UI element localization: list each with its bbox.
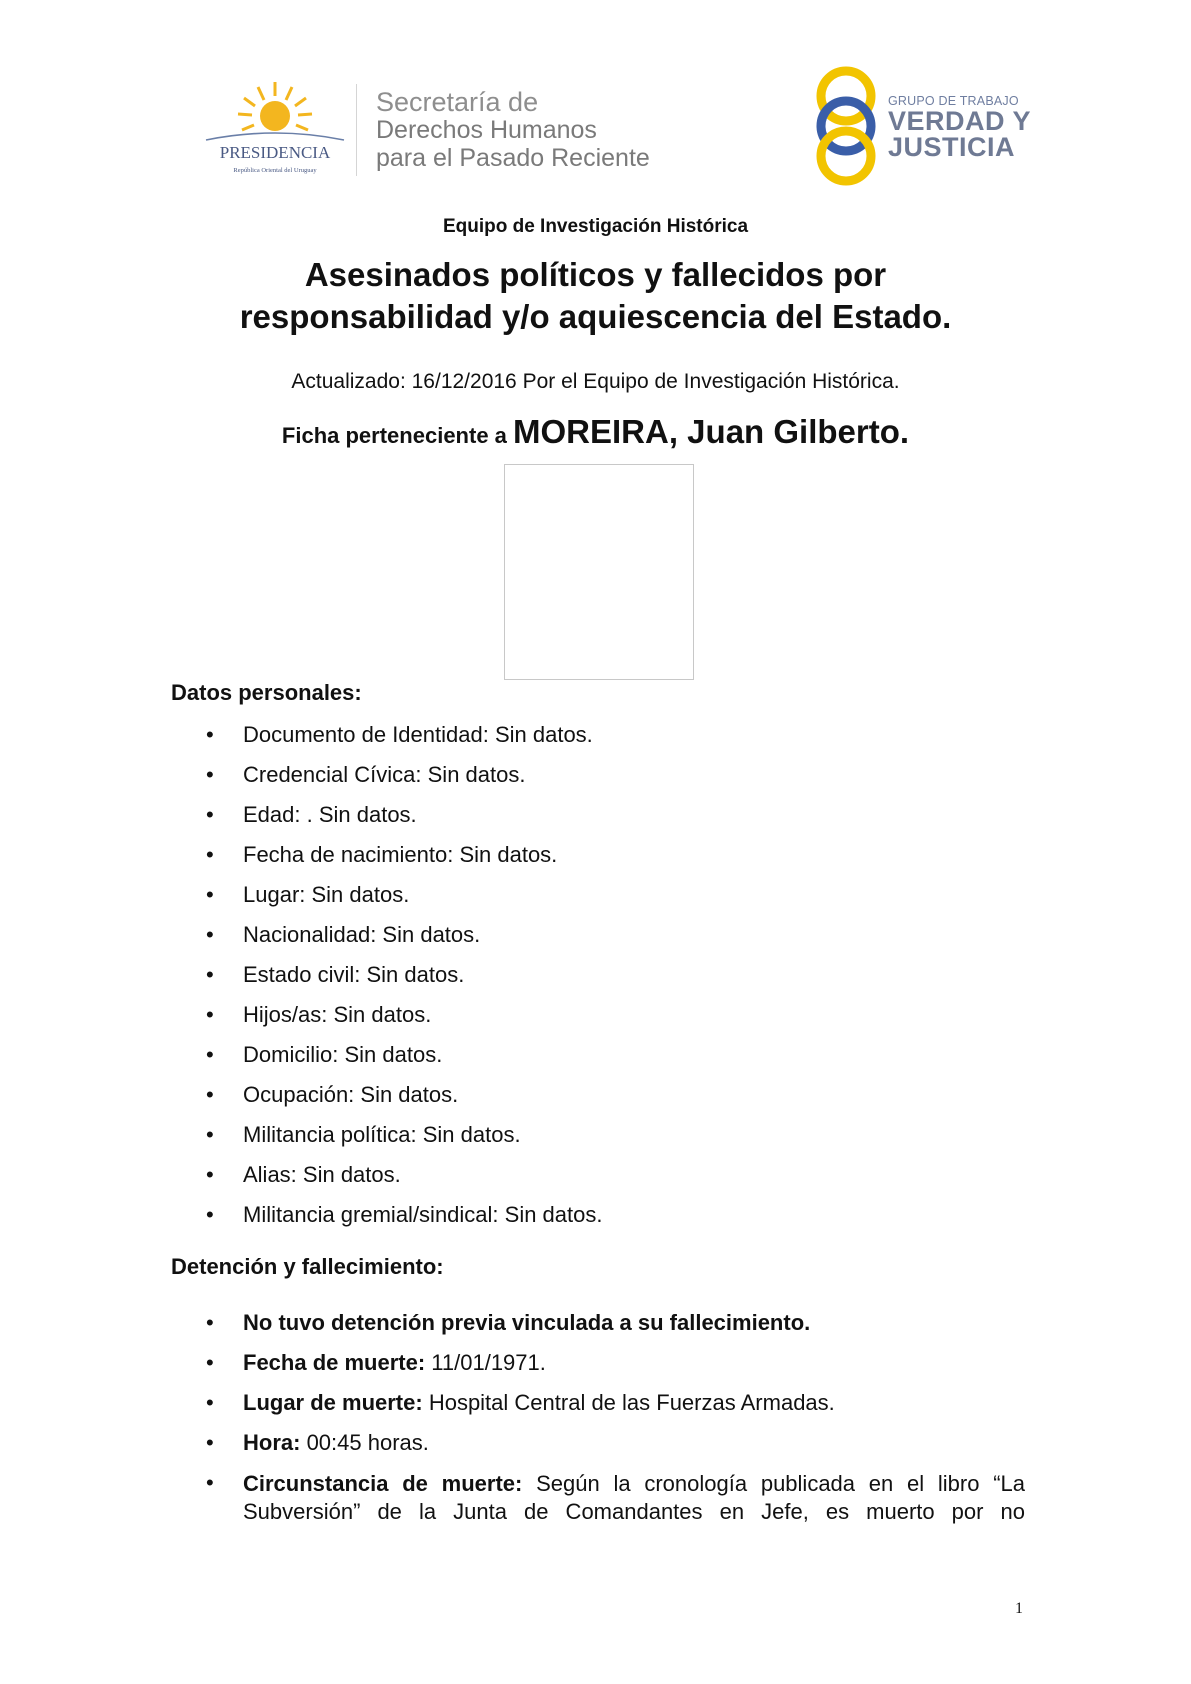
presidencia-subtitle: República Oriental del Uruguay [233,167,317,174]
list-item-text: Edad: . Sin datos. [243,802,417,827]
list-item [0,1428,1191,1468]
list-item-text: Alias: Sin datos. [243,1162,401,1187]
datos-personales-heading: Datos personales: [171,680,362,705]
list-item [0,800,1191,840]
bullet-icon: • [206,1470,214,1495]
circunstancia-value: Según la cronología publicada en el libro “La Subversión” de la Junta de Comandantes en Jefe, es muerto por no [243,1471,1025,1524]
lugar-muerte-value: Hospital Central de las Fuerzas Armadas. [422,1390,835,1415]
list-item [0,1040,1191,1080]
circunstancia-label: Circunstancia de muerte: [243,1471,523,1496]
list-item [0,760,1191,800]
detencion-heading: Detención y fallecimiento: [171,1254,444,1279]
list-item [0,1120,1191,1160]
list-item [0,1308,1191,1348]
secretaria-line2: Derechos Humanos [376,116,597,144]
list-item-text: Ocupación: Sin datos. [243,1082,459,1107]
secretaria-logo [376,88,650,172]
list-item-text: Fecha de nacimiento: Sin datos. [243,842,558,867]
title-line-1: Asesinados políticos y fallecidos por [304,256,887,293]
ficha-prefix: Ficha perteneciente a [281,423,514,448]
detencion-previa-text: No tuvo detención previa vinculada a su fallecimiento. [243,1310,811,1335]
bullet-icon: • [206,882,214,907]
list-item [0,1080,1191,1120]
list-item [0,1388,1191,1428]
title-line-2: responsabilidad y/o aquiescencia del Estado. [239,298,952,335]
person-name: MOREIRA, Juan Gilberto. [513,413,910,450]
logo-divider [356,84,357,176]
bullet-icon: • [206,1390,214,1415]
presidencia-logo [196,78,354,178]
secretaria-line3: para el Pasado Reciente [376,144,650,172]
team-label: Equipo de Investigación Histórica [442,216,749,237]
lugar-muerte-label: Lugar de muerte: [243,1390,423,1415]
list-item-text: Lugar: Sin datos. [243,882,410,907]
list-item-text: Militancia política: Sin datos. [243,1122,521,1147]
hora-label: Hora: [243,1430,301,1455]
grupo-line2: JUSTICIA [888,132,1016,162]
updated-line: Actualizado: 16/12/2016 Por el Equipo de Investigación Histórica. [291,370,900,393]
list-item-text: Credencial Cívica: Sin datos. [243,762,526,787]
page-title [0,254,1191,338]
list-item-text: Militancia gremial/sindical: Sin datos. [243,1202,603,1227]
list-item [0,1000,1191,1040]
hora-value: 00:45 horas. [300,1430,429,1455]
grupo-trabajo-logo [888,94,1031,160]
presidencia-name: PRESIDENCIA [219,143,331,162]
list-item-text: Hijos/as: Sin datos. [243,1002,432,1027]
list-item [0,720,1191,760]
page-number: 1 [1015,1600,1023,1617]
bullet-icon: • [206,802,214,827]
list-item-text: Nacionalidad: Sin datos. [243,922,481,947]
list-item [0,1348,1191,1388]
list-item [0,880,1191,920]
bullet-icon: • [206,962,214,987]
list-item [0,1200,1191,1240]
list-item [0,1160,1191,1200]
list-item [0,1468,1191,1524]
ficha-line [0,413,1191,451]
list-item [0,920,1191,960]
datos-personales-list [0,720,1191,1240]
bullet-icon: • [206,762,214,787]
list-item-text: Documento de Identidad: Sin datos. [243,722,593,747]
sun-icon [206,82,344,140]
bullet-icon: • [206,722,214,747]
fecha-muerte-value: 11/01/1971. [425,1350,546,1375]
bullet-icon: • [206,1202,214,1227]
photo-placeholder [504,464,694,680]
bullet-icon: • [206,1042,214,1067]
bullet-icon: • [206,842,214,867]
secretaria-line1: Secretaría de [376,87,539,117]
grupo-small-label: GRUPO DE TRABAJO [888,94,1019,108]
list-item-text: Estado civil: Sin datos. [243,962,465,987]
bullet-icon: • [206,1162,214,1187]
bullet-icon: • [206,1350,214,1375]
grupo-line1: VERDAD Y [888,106,1032,136]
list-item-text: Domicilio: Sin datos. [243,1042,443,1067]
bullet-icon: • [206,1310,214,1335]
fecha-muerte-label: Fecha de muerte: [243,1350,426,1375]
detencion-list [0,1308,1191,1524]
bullet-icon: • [206,1122,214,1147]
list-item [0,960,1191,1000]
bullet-icon: • [206,1082,214,1107]
bullet-icon: • [206,1002,214,1027]
list-item [0,840,1191,880]
bullet-icon: • [206,922,214,947]
bullet-icon: • [206,1430,214,1455]
